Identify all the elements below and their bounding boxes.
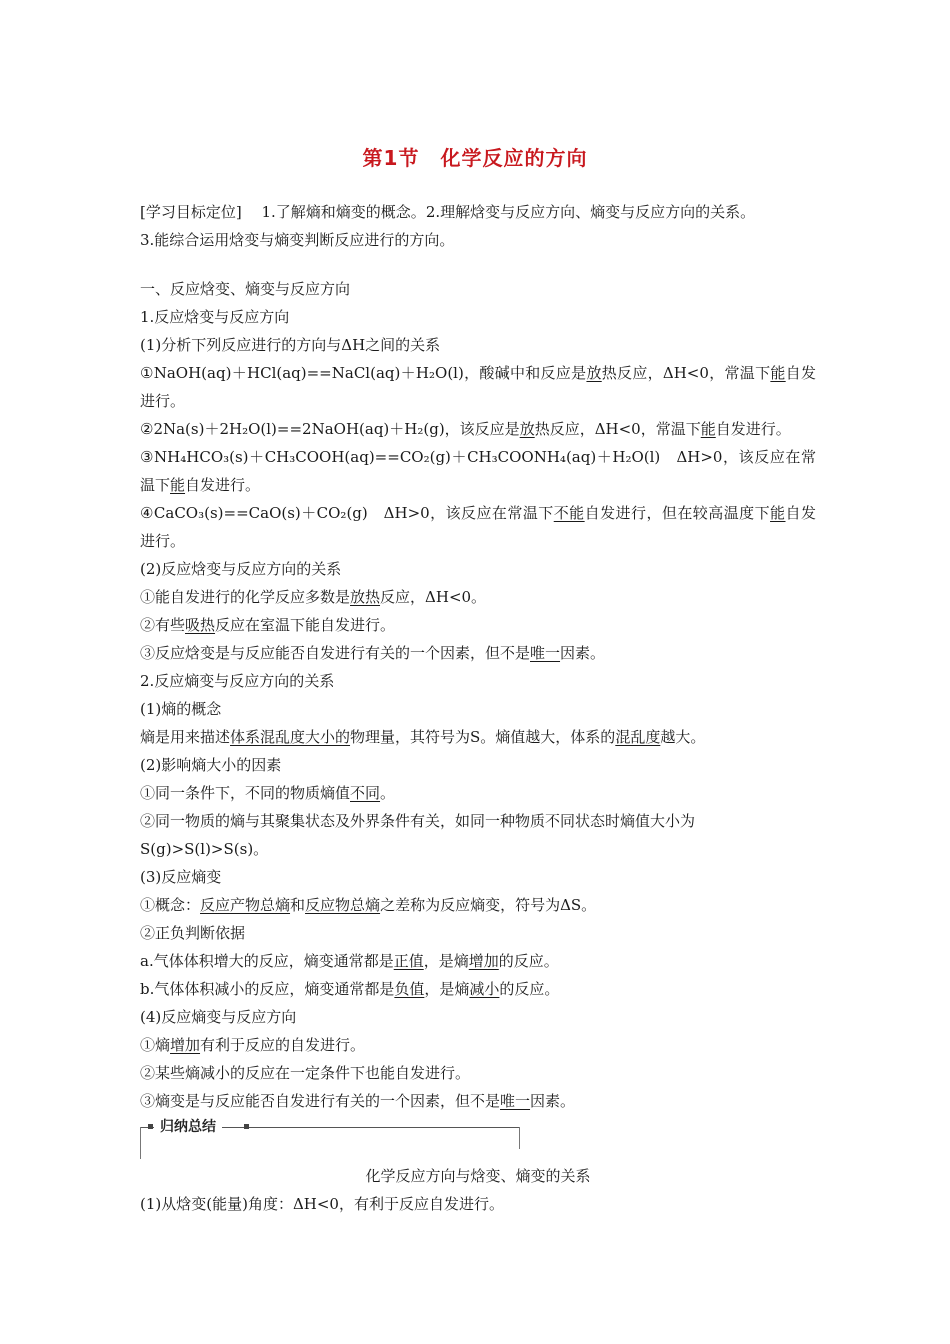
- learning-objectives: [140, 198, 816, 226]
- blank-answer: 能: [700, 420, 716, 438]
- entropy-direction-title: (4)反应熵变与反应方向: [140, 1008, 297, 1026]
- sign-criteria: ②正负判断依据: [140, 924, 246, 942]
- reaction-1: ①NaOH(aq)＋HCl(aq)==NaCl(aq)＋H₂O(l)，酸碱中和反应是放热反应，ΔH<0，常温下能自发进行。: [140, 364, 816, 410]
- objectives-text-1: 1.了解熵和熵变的概念。2.理解焓变与反应方向、熵变与反应方向的关系。: [261, 203, 756, 221]
- entropy-factors-title: (2)影响熵大小的因素: [140, 756, 282, 774]
- blank-answer: 反应物总熵: [305, 896, 381, 914]
- blank-answer: 能: [770, 504, 786, 522]
- question-2-title: (2)反应焓变与反应方向的关系: [140, 560, 342, 578]
- blank-answer: 放热: [350, 588, 381, 606]
- blank-answer: 反应产物总熵: [200, 896, 291, 914]
- reaction-4: ④CaCO₃(s)==CaO(s)＋CO₂(g) ΔH>0，该反应在常温下不能自发进行，但在较高温度下能自发进行。: [140, 504, 816, 550]
- blank-answer: 增加: [170, 1036, 201, 1054]
- summary-line-1: (1)从焓变(能量)角度：ΔH<0，有利于反应自发进行。: [140, 1195, 504, 1213]
- entropy-factor-1: ①同一条件下，不同的物质熵值不同。: [140, 784, 396, 802]
- blank-answer: 体系混乱度大小的: [230, 728, 351, 746]
- blank-answer: 不能: [553, 504, 585, 522]
- entropy-factor-2: ②同一物质的熵与其聚集状态及外界条件有关，如同一种物质不同状态时熵值大小为: [140, 812, 696, 830]
- blank-answer: 唯一: [500, 1092, 531, 1110]
- entropy-change-concept: ①概念：反应产物总熵和反应物总熵之差称为反应熵变，符号为ΔS。: [140, 896, 597, 914]
- reaction-2: ②2Na(s)＋2H₂O(l)==2NaOH(aq)＋H₂(g)，该反应是放热反应，ΔH<0，常温下能自发进行。: [140, 420, 791, 438]
- blank-answer: 正值: [393, 952, 424, 970]
- objectives-text-2: 3.能综合运用焓变与熵变判断反应进行的方向。: [140, 231, 455, 249]
- criteria-a: a.气体体积增大的反应，熵变通常都是正值，是熵增加的反应。: [140, 952, 559, 970]
- entropy-order: S(g)>S(l)>S(s)。: [140, 840, 269, 858]
- entropy-direction-3: ③熵变是与反应能否自发进行有关的一个因素，但不是唯一因素。: [140, 1092, 576, 1110]
- entropy-change-title: (3)反应熵变: [140, 868, 222, 886]
- enthalpy-point-1: ①能自发进行的化学反应多数是放热反应，ΔH<0。: [140, 588, 487, 606]
- blank-answer: 放: [519, 420, 535, 438]
- blank-answer: 混乱度: [615, 728, 661, 746]
- bullet-square-icon: [244, 1124, 249, 1129]
- subheading-enthalpy: 1.反应焓变与反应方向: [140, 308, 290, 326]
- blank-answer: 唯一: [530, 644, 561, 662]
- reaction-3: ③NH₄HCO₃(s)＋CH₃COOH(aq)==CO₂(g)＋CH₃COONH₄(aq)＋H₂O(l) ΔH>0，该反应在常温下能自发进行。: [140, 448, 816, 494]
- enthalpy-point-2: ②有些吸热反应在室温下能自发进行。: [140, 616, 396, 634]
- blank-answer: 不同: [350, 784, 381, 802]
- blank-answer: 减小: [469, 980, 500, 998]
- entropy-direction-2: ②某些熵减小的反应在一定条件下也能自发进行。: [140, 1064, 471, 1082]
- summary-title: 化学反应方向与焓变、熵变的关系: [365, 1167, 591, 1185]
- blank-answer: 负值: [394, 980, 425, 998]
- blank-answer: 增加: [468, 952, 499, 970]
- document-body: [140, 198, 816, 1115]
- blank-answer: 能: [170, 476, 186, 494]
- question-1-intro: (1)分析下列反应进行的方向与ΔH之间的关系: [140, 336, 441, 354]
- enthalpy-point-3: ③反应焓变是与反应能否自发进行有关的一个因素，但不是唯一因素。: [140, 644, 606, 662]
- summary-label: 归纳总结: [154, 1118, 222, 1136]
- entropy-direction-1: ①熵增加有利于反应的自发进行。: [140, 1036, 366, 1054]
- page-title: 第1节 化学反应的方向: [362, 146, 588, 170]
- entropy-concept-title: (1)熵的概念: [140, 700, 222, 718]
- blank-answer: 能: [770, 364, 786, 382]
- bullet-square-icon: [148, 1124, 153, 1129]
- entropy-concept: 熵是用来描述体系混乱度大小的物理量，其符号为S。熵值越大，体系的混乱度越大。: [140, 728, 706, 746]
- criteria-b: b.气体体积减小的反应，熵变通常都是负值，是熵减小的反应。: [140, 980, 560, 998]
- section-heading-1: 一、反应焓变、熵变与反应方向: [140, 280, 351, 298]
- objectives-label: [学习目标定位]: [140, 203, 242, 221]
- blank-answer: 放: [586, 364, 602, 382]
- summary-box: [140, 1118, 520, 1160]
- subheading-entropy: 2.反应熵变与反应方向的关系: [140, 672, 335, 690]
- blank-answer: 吸热: [185, 616, 216, 634]
